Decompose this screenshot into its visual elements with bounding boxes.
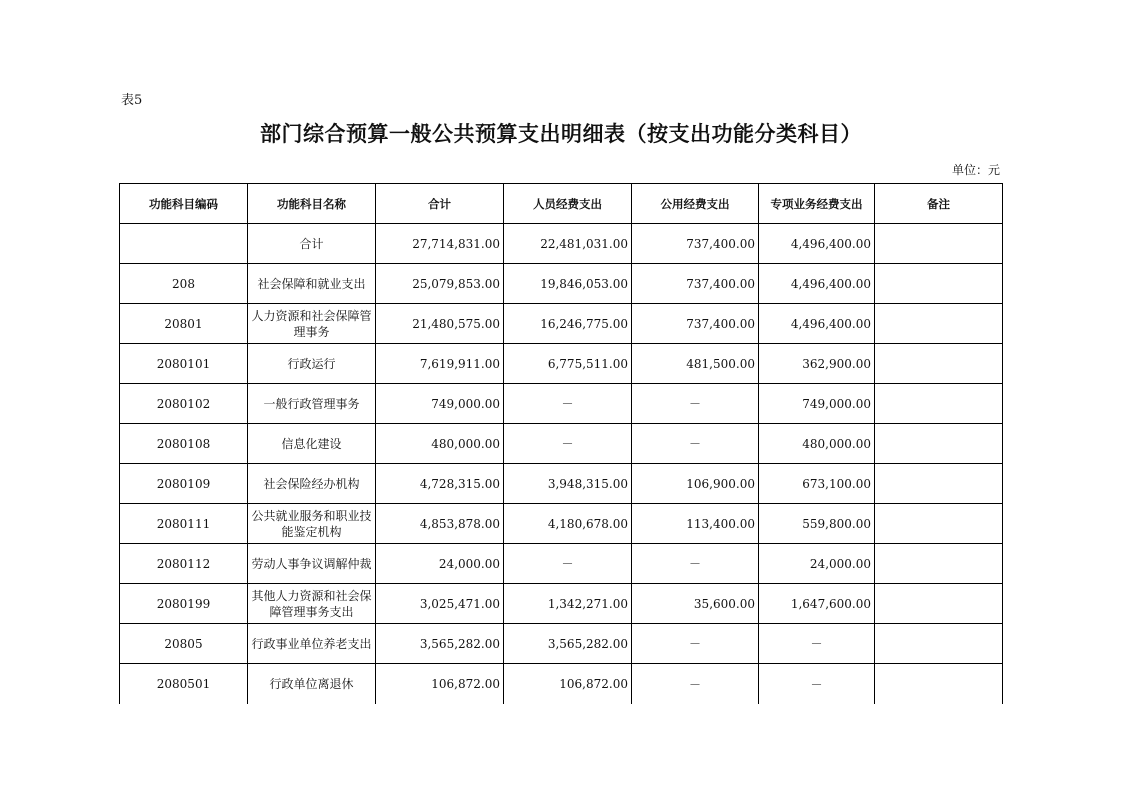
table-row <box>120 344 1003 384</box>
cell-total: 4,853,878.00 <box>376 504 504 544</box>
cell-personnel: 1,342,271.00 <box>504 584 632 624</box>
cell-personnel: 19,846,053.00 <box>504 264 632 304</box>
cell-personnel: － <box>504 384 632 424</box>
cell-special: － <box>759 664 875 705</box>
cell-public: － <box>632 424 759 464</box>
cell-public: － <box>632 544 759 584</box>
header-personnel: 人员经费支出 <box>504 184 632 224</box>
cell-special: 559,800.00 <box>759 504 875 544</box>
table-row <box>120 424 1003 464</box>
cell-total: 24,000.00 <box>376 544 504 584</box>
cell-name: 人力资源和社会保障管理事务 <box>248 304 376 344</box>
cell-name: 行政单位离退休 <box>248 664 376 705</box>
cell-special: 673,100.00 <box>759 464 875 504</box>
cell-special: － <box>759 624 875 664</box>
cell-public: 113,400.00 <box>632 504 759 544</box>
header-row <box>120 184 1003 224</box>
cell-name: 信息化建设 <box>248 424 376 464</box>
cell-note <box>875 264 1003 304</box>
cell-code: 2080111 <box>120 504 248 544</box>
header-code: 功能科目编码 <box>120 184 248 224</box>
header-name: 功能科目名称 <box>248 184 376 224</box>
cell-special: 749,000.00 <box>759 384 875 424</box>
cell-note <box>875 624 1003 664</box>
cell-code: 2080109 <box>120 464 248 504</box>
cell-name: 社会保险经办机构 <box>248 464 376 504</box>
cell-personnel: 22,481,031.00 <box>504 224 632 264</box>
cell-name: 合计 <box>248 224 376 264</box>
table-row <box>120 584 1003 624</box>
cell-public: 737,400.00 <box>632 224 759 264</box>
cell-name: 一般行政管理事务 <box>248 384 376 424</box>
cell-total: 21,480,575.00 <box>376 304 504 344</box>
header-total: 合计 <box>376 184 504 224</box>
expenditure-table <box>119 183 1003 704</box>
cell-personnel: 3,565,282.00 <box>504 624 632 664</box>
cell-note <box>875 424 1003 464</box>
cell-total: 25,079,853.00 <box>376 264 504 304</box>
cell-public: 481,500.00 <box>632 344 759 384</box>
cell-code: 2080101 <box>120 344 248 384</box>
cell-code: 20801 <box>120 304 248 344</box>
unit-label: 单位：元 <box>951 163 1000 177</box>
cell-note <box>875 464 1003 504</box>
cell-total: 4,728,315.00 <box>376 464 504 504</box>
cell-name: 其他人力资源和社会保障管理事务支出 <box>248 584 376 624</box>
cell-name: 行政事业单位养老支出 <box>248 624 376 664</box>
cell-code: 2080112 <box>120 544 248 584</box>
cell-name: 社会保障和就业支出 <box>248 264 376 304</box>
table-row <box>120 544 1003 584</box>
cell-note <box>875 504 1003 544</box>
cell-special: 24,000.00 <box>759 544 875 584</box>
cell-name: 劳动人事争议调解仲裁 <box>248 544 376 584</box>
table-row <box>120 464 1003 504</box>
cell-public: 106,900.00 <box>632 464 759 504</box>
cell-public: 737,400.00 <box>632 264 759 304</box>
table-row <box>120 504 1003 544</box>
cell-special: 4,496,400.00 <box>759 304 875 344</box>
cell-note <box>875 384 1003 424</box>
cell-special: 480,000.00 <box>759 424 875 464</box>
header-special: 专项业务经费支出 <box>759 184 875 224</box>
table-header <box>120 184 1003 224</box>
cell-total: 749,000.00 <box>376 384 504 424</box>
cell-personnel: － <box>504 424 632 464</box>
cell-special: 4,496,400.00 <box>759 264 875 304</box>
cell-public: － <box>632 384 759 424</box>
cell-special: 4,496,400.00 <box>759 224 875 264</box>
table-row <box>120 624 1003 664</box>
cell-total: 27,714,831.00 <box>376 224 504 264</box>
cell-code: 208 <box>120 264 248 304</box>
cell-total: 3,025,471.00 <box>376 584 504 624</box>
cell-note <box>875 344 1003 384</box>
cell-note <box>875 584 1003 624</box>
table-row <box>120 304 1003 344</box>
cell-total: 480,000.00 <box>376 424 504 464</box>
cell-code: 2080199 <box>120 584 248 624</box>
cell-personnel: 16,246,775.00 <box>504 304 632 344</box>
cell-personnel: 4,180,678.00 <box>504 504 632 544</box>
cell-note <box>875 304 1003 344</box>
cell-public: － <box>632 624 759 664</box>
cell-name: 公共就业服务和职业技能鉴定机构 <box>248 504 376 544</box>
cell-total: 3,565,282.00 <box>376 624 504 664</box>
cell-personnel: 6,775,511.00 <box>504 344 632 384</box>
cell-personnel: － <box>504 544 632 584</box>
cell-code <box>120 224 248 264</box>
table-row <box>120 224 1003 264</box>
cell-public: 35,600.00 <box>632 584 759 624</box>
cell-code: 20805 <box>120 624 248 664</box>
cell-note <box>875 664 1003 705</box>
cell-special: 362,900.00 <box>759 344 875 384</box>
cell-public: － <box>632 664 759 705</box>
cell-code: 2080108 <box>120 424 248 464</box>
cell-total: 106,872.00 <box>376 664 504 705</box>
cell-personnel: 3,948,315.00 <box>504 464 632 504</box>
header-public: 公用经费支出 <box>632 184 759 224</box>
table-row <box>120 264 1003 304</box>
cell-personnel: 106,872.00 <box>504 664 632 705</box>
page-title: 部门综合预算一般公共预算支出明细表（按支出功能分类科目） <box>260 122 862 146</box>
table-row <box>120 664 1003 705</box>
cell-code: 2080501 <box>120 664 248 705</box>
table-row <box>120 384 1003 424</box>
cell-name: 行政运行 <box>248 344 376 384</box>
table-number: 表5 <box>121 93 143 108</box>
cell-public: 737,400.00 <box>632 304 759 344</box>
cell-note <box>875 224 1003 264</box>
header-note: 备注 <box>875 184 1003 224</box>
table-body <box>120 224 1003 705</box>
cell-code: 2080102 <box>120 384 248 424</box>
cell-total: 7,619,911.00 <box>376 344 504 384</box>
cell-special: 1,647,600.00 <box>759 584 875 624</box>
cell-note <box>875 544 1003 584</box>
